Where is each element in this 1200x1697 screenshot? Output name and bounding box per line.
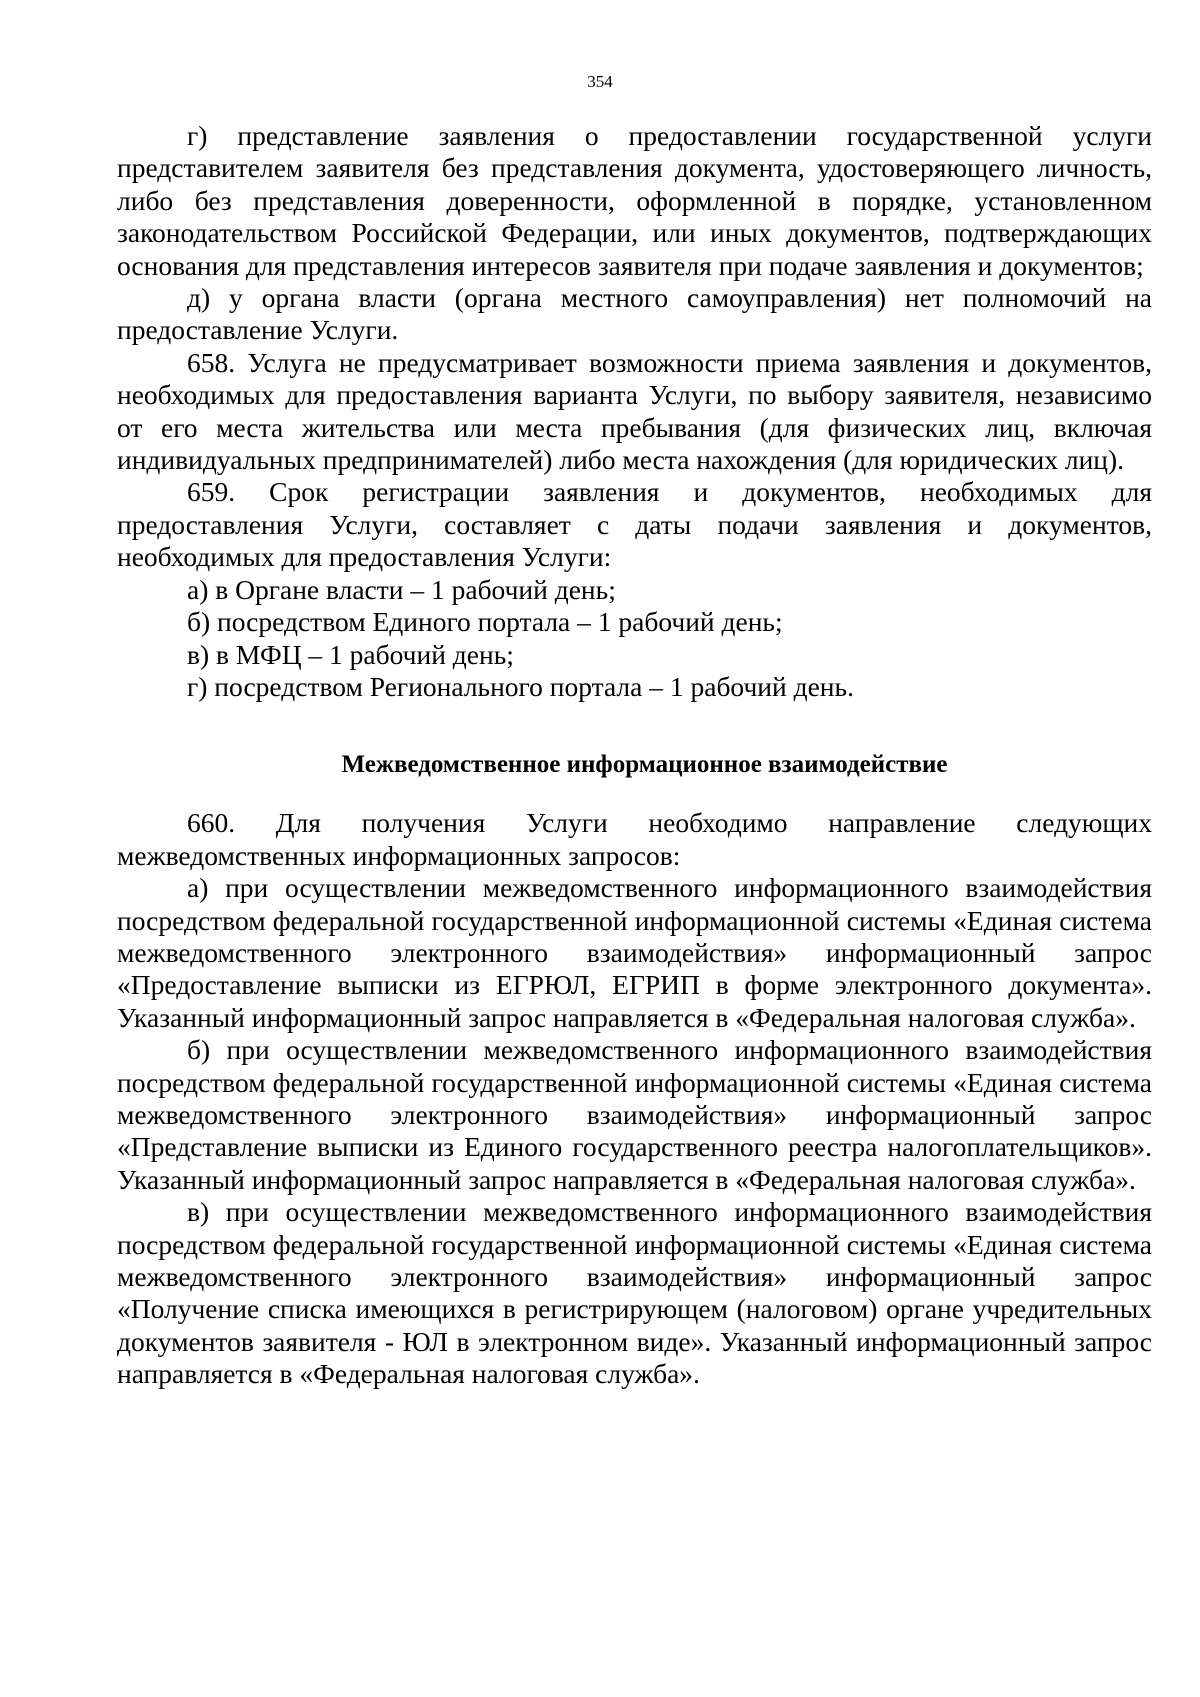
paragraph-item-g: г) представление заявления о предоставлении государственной услуги представителем заявителя без представления документа, удостоверяющего личность, либо без представления доверенности, оформленной в порядке, установленном законодательством Российской Федерации, или иных документов, подтверждающих основания для представления интересов заявителя при подаче заявления и документов; <box>117 120 1152 281</box>
paragraph-659-v: в) в МФЦ – 1 рабочий день; <box>187 638 514 670</box>
page-number: 354 <box>587 72 613 91</box>
paragraph-659-b: б) посредством Единого портала – 1 рабочий день; <box>187 606 783 638</box>
heading-gap <box>117 781 1152 807</box>
paragraph-659-g: г) посредством Регионального портала – 1 рабочий день. <box>187 670 854 702</box>
section-heading: Межведомственное информационное взаимодействие <box>341 751 948 779</box>
paragraph-660-b: б) при осуществлении межведомственного информационного взаимодействия посредством федеральной государственной информационной системы «Единая система межведомственного электронного взаимодействия» информационный запрос «Представление выписки из Единого государственного реестра налогоплательщиков». Указанный информационный запрос направляется в «Федеральная налоговая служба». <box>117 1034 1152 1195</box>
section-gap <box>117 703 1152 749</box>
paragraph-item-d: д) у органа власти (органа местного самоуправления) нет полномочий на предоставление Услуги. <box>117 282 1152 346</box>
paragraph-660: 660. Для получения Услуги необходимо направление следующих межведомственных информационных запросов: <box>117 807 1152 871</box>
paragraph-659-a: а) в Органе власти – 1 рабочий день; <box>187 573 616 605</box>
paragraph-660-a: а) при осуществлении межведомственного информационного взаимодействия посредством федеральной государственной информационной системы «Единая система межведомственного электронного взаимодействия» информационный запрос «Предоставление выписки из ЕГРЮЛ, ЕГРИП в форме электронного документа». Указанный информационный запрос направляется в «Федеральная налоговая служба». <box>117 872 1152 1033</box>
document-body <box>117 120 1152 1391</box>
paragraph-658: 658. Услуга не предусматривает возможности приема заявления и документов, необходимых для предоставления варианта Услуги, по выбору заявителя, независимо от его места жительства или места пребывания (для физических лиц, включая индивидуальных предпринимателей) либо места нахождения (для юридических лиц). <box>117 346 1152 476</box>
paragraph-659: 659. Срок регистрации заявления и документов, необходимых для предоставления Услуги, составляет с даты подачи заявления и документов, необходимых для предоставления Услуги: <box>117 476 1152 573</box>
paragraph-660-v: в) при осуществлении межведомственного информационного взаимодействия посредством федеральной государственной информационной системы «Единая система межведомственного электронного взаимодействия» информационный запрос «Получение списка имеющихся в регистрирующем (налоговом) органе учредительных документов заявителя - ЮЛ в электронном виде». Указанный информационный запрос направляется в «Федеральная налоговая служба». <box>117 1196 1152 1390</box>
